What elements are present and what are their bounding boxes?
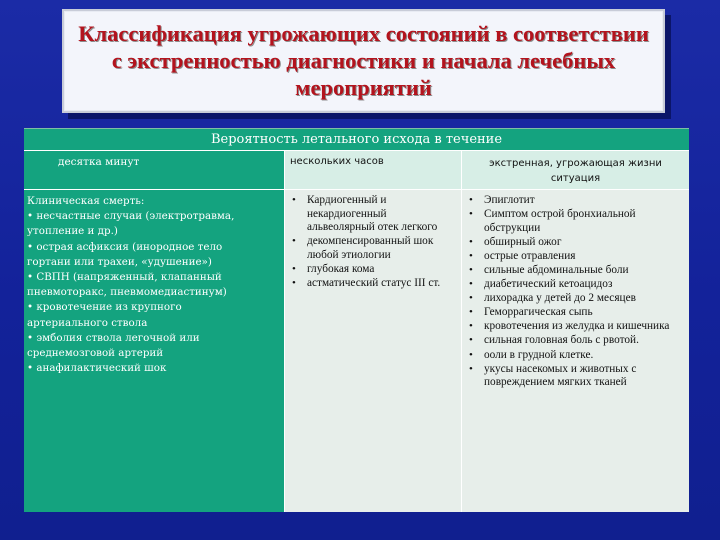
column-header-hours: нескольких часов: [285, 151, 462, 189]
list-item: [289, 235, 457, 262]
list-item: среднемозговой артерий: [27, 347, 164, 360]
title-box: [62, 9, 665, 113]
bullet-icon: •: [469, 334, 473, 347]
list-item-text: Эпиглотит: [484, 194, 535, 206]
column-header-minutes: десятка минут: [24, 151, 285, 189]
bullet-icon: •: [469, 320, 473, 333]
list-item: [289, 263, 457, 277]
hours-list: [289, 194, 457, 291]
bullet-icon: •: [469, 208, 473, 221]
list-item: [466, 264, 685, 278]
list-item: • острая асфиксия (инородное тело: [27, 240, 223, 253]
column-hours-content: [285, 190, 462, 512]
list-item-text: декомпенсированный шок любой этиологии: [307, 235, 434, 261]
column-header-emergency: экстренная, угрожающая жизни ситуация: [462, 151, 689, 189]
list-item-text: лихорадка у детей до 2 месяцев: [484, 292, 636, 305]
list-item: утопление и др.): [27, 225, 118, 238]
list-item-text: астматический статус III ст.: [307, 277, 441, 290]
bullet-icon: •: [469, 263, 473, 276]
bullet-icon: •: [292, 277, 296, 290]
list-item-text: укусы насекомых и животных с повреждением мягких тканей: [484, 362, 637, 389]
list-item: [466, 292, 685, 306]
list-item: [466, 363, 685, 390]
bullet-icon: •: [469, 348, 473, 361]
list-item-text: кровотечения из желудка и кишечника: [484, 320, 670, 333]
table-header: Вероятность летального исхода в течение: [24, 129, 689, 151]
column-minutes-content: [24, 190, 285, 512]
list-item-text: сильная головная боль с рвотой.: [484, 334, 639, 347]
classification-table: [24, 128, 689, 511]
bullet-icon: •: [292, 194, 296, 206]
list-item: [289, 277, 457, 291]
column-emergency-content: [462, 190, 689, 512]
bullet-icon: •: [292, 262, 296, 275]
list-item: [466, 194, 685, 208]
list-item: [466, 208, 685, 235]
table-body-row: [24, 189, 689, 512]
bullet-icon: •: [292, 235, 296, 248]
list-item-text: Симптом острой бронхиальной обструкции: [484, 208, 636, 234]
list-item: • анафилактический шок: [27, 362, 167, 375]
emergency-list: [466, 194, 685, 390]
list-item: • СВПН (напряженный, клапанный: [27, 271, 222, 284]
list-item: • кровотечение из крупного: [27, 301, 182, 314]
list-item: [466, 250, 685, 264]
list-item: пневмоторакс, пневмомедиастинум): [27, 286, 227, 299]
list-item-text: сильные абдоминальные боли: [484, 263, 629, 276]
list-item: [289, 194, 457, 235]
list-item: [466, 306, 685, 320]
slide-title: Классификация угрожающих состояний в соответствии с экстренностью диагностики и начала лечебных мероприятий: [78, 20, 649, 100]
list-item-text: диабетический кетоацидоз: [484, 278, 613, 291]
list-item-text: Кардиогенный и некардиогенный альвеолярный отек легкого: [307, 194, 438, 234]
list-item-text: обширный ожог: [484, 235, 562, 248]
bullet-icon: •: [469, 362, 473, 375]
bullet-icon: •: [469, 235, 473, 248]
list-item: [466, 278, 685, 292]
list-item-text: Геморрагическая сыпь: [484, 306, 593, 319]
list-item: [466, 349, 685, 363]
bullet-icon: •: [469, 249, 473, 262]
list-item: • эмболия ствола легочной или: [27, 331, 200, 344]
list-item: [466, 236, 685, 250]
list-item: [466, 320, 685, 334]
list-item: артериального ствола: [27, 316, 148, 329]
list-item: • несчастные случаи (электротравма,: [27, 210, 235, 223]
column-headers-row: [24, 151, 689, 189]
list-item-text: острые отравления: [484, 249, 576, 262]
bullet-icon: •: [469, 292, 473, 305]
list-item: Клиническая смерть:: [27, 195, 145, 207]
list-item-text: глубокая кома: [307, 262, 375, 275]
list-item: [466, 334, 685, 348]
list-item-text: ооли в грудной клетке.: [484, 348, 594, 361]
bullet-icon: •: [469, 278, 473, 291]
bullet-icon: •: [469, 194, 473, 206]
bullet-icon: •: [469, 306, 473, 319]
list-item: гортани или трахеи, «удушение»): [27, 255, 212, 268]
